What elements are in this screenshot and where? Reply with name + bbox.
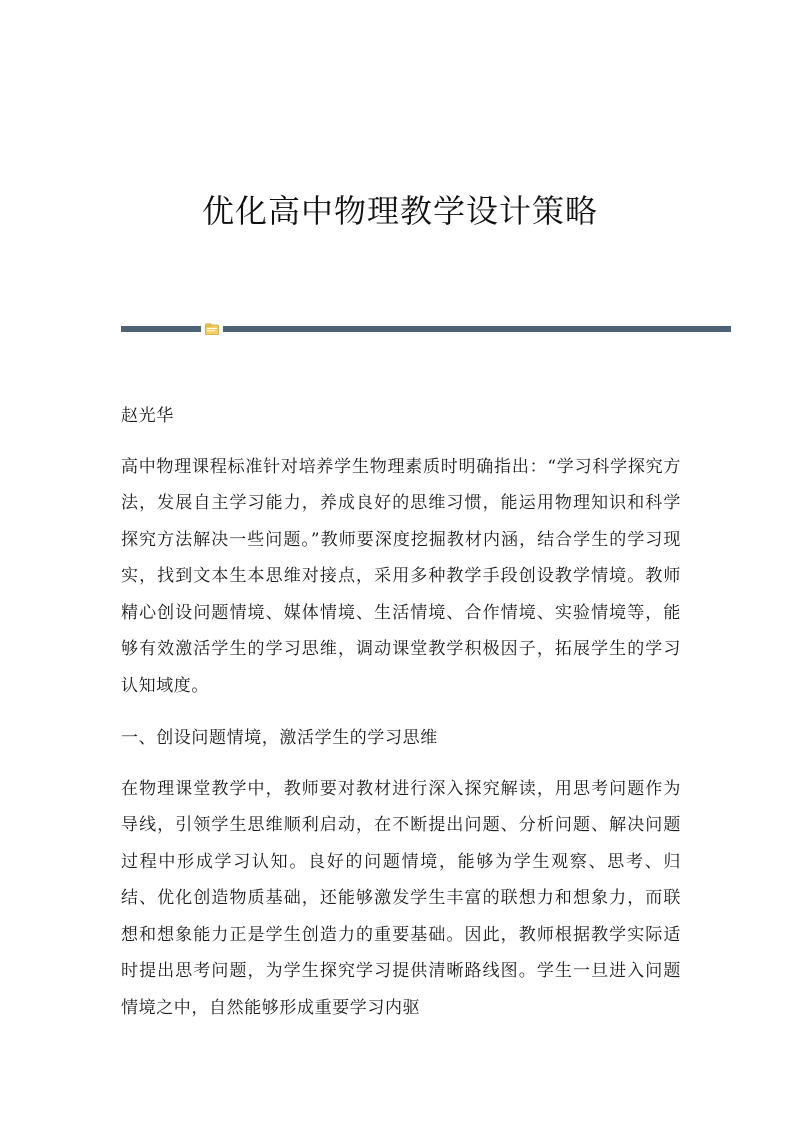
document-body	[121, 398, 681, 1042]
title-divider	[121, 322, 731, 336]
section-paragraph: 在物理课堂教学中，教师要对教材进行深入探究解读，用思考问题作为导线，引领学生思维顺利启动，在不断提出问题、分析问题、解决问题过程中形成学习认知。良好的问题情境，能够为学生观察、思考、归结、优化创造物质基础，还能够激发学生丰富的联想力和想象力，而联想和想象能力正是学生创造力的重要基础。因此，教师根据教学实际适时提出思考问题，为学生探究学习提供清晰路线图。学生一旦进入问题情境之中，自然能够形成重要学习内驱	[121, 778, 681, 1018]
intro-paragraph: 高中物理课程标准针对培养学生物理素质时明确指出：“学习科学探究方法，发展自主学习能力，养成良好的思维习惯，能运用物理知识和科学探究方法解决一些问题。”教师要深度挖掘教材内涵，结合学生的学习现实，找到文本生本思维对接点，采用多种教学手段创设教学情境。教师精心创设问题情境、媒体情境、生活情境、合作情境、实验情境等，能够有效激活学生的学习思维，调动课堂教学积极因子，拓展学生的学习认知域度。	[121, 456, 681, 696]
divider-bar-right	[223, 326, 731, 332]
document-title: 优化高中物理教学设计策略	[201, 192, 598, 230]
section-heading: 一、创设问题情境，激活学生的学习思维	[121, 728, 438, 748]
divider-bar-left	[121, 326, 201, 332]
folder-icon	[205, 323, 219, 335]
author-name: 赵光华	[121, 406, 174, 426]
